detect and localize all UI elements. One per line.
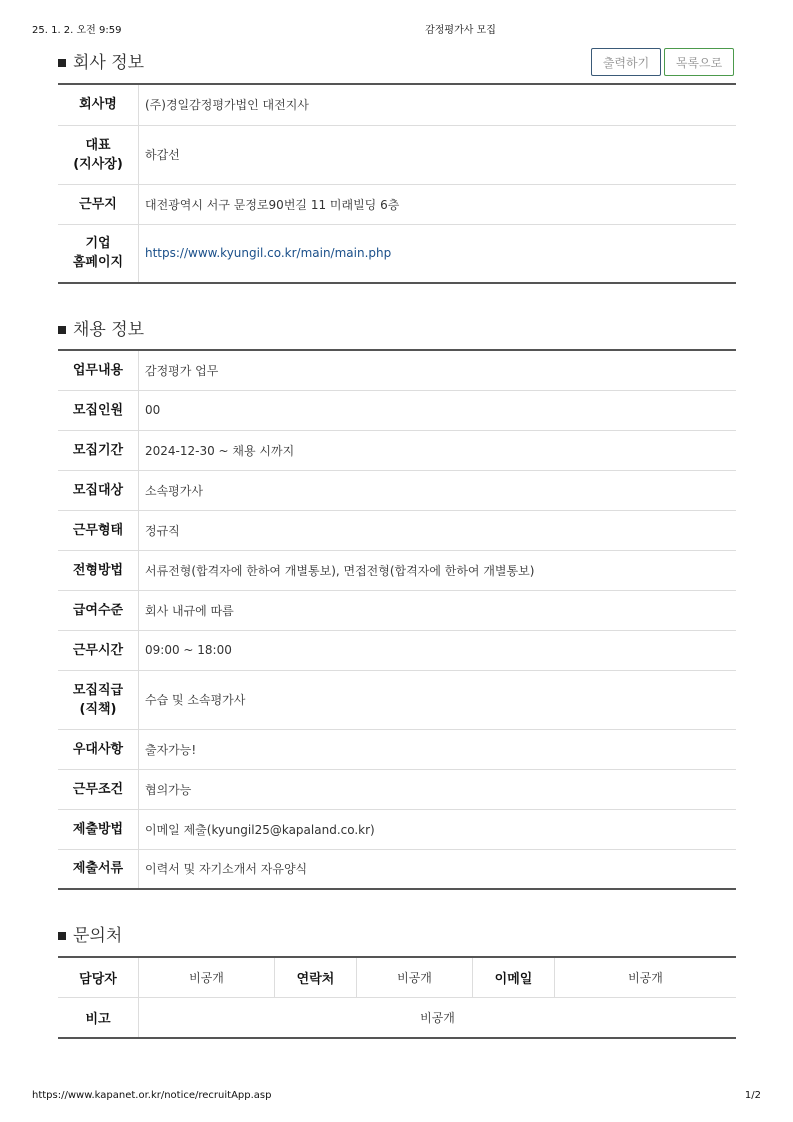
table-row bbox=[58, 998, 736, 1039]
documents-label: 제출서류 bbox=[58, 849, 139, 889]
homepage-link[interactable]: https://www.kyungil.co.kr/main/main.php bbox=[145, 246, 392, 261]
period-value: 2024-12-30 ~ 채용 시까지 bbox=[139, 430, 737, 470]
employment-type-label: 근무형태 bbox=[58, 510, 139, 550]
representative-value: 하갑선 bbox=[139, 125, 737, 184]
table-row bbox=[58, 957, 736, 998]
company-name-value: (주)경일감정평가법인 대전지사 bbox=[139, 84, 737, 125]
table-row bbox=[58, 84, 736, 125]
headcount-value: 00 bbox=[139, 390, 737, 430]
company-info-table bbox=[58, 83, 736, 284]
submission-method-value: 이메일 제출(kyungil25@kapaland.co.kr) bbox=[139, 809, 737, 849]
square-bullet-icon bbox=[58, 932, 66, 940]
print-button[interactable]: 출력하기 bbox=[591, 48, 661, 76]
contact-table bbox=[58, 956, 736, 1039]
table-row bbox=[58, 430, 736, 470]
salary-label: 급여수준 bbox=[58, 590, 139, 630]
table-row bbox=[58, 470, 736, 510]
representative-label: 대표 (지사장) bbox=[58, 125, 139, 184]
contact-section-title-text: 문의처 bbox=[73, 926, 123, 946]
contact-section-title bbox=[58, 921, 122, 946]
print-page-title: 감정평가사 모집 bbox=[425, 25, 496, 36]
square-bullet-icon bbox=[58, 59, 66, 67]
table-row bbox=[58, 125, 736, 184]
note-value: 비공개 bbox=[420, 1011, 455, 1025]
table-row bbox=[58, 729, 736, 769]
table-row bbox=[58, 849, 736, 889]
homepage-cell bbox=[139, 224, 737, 283]
manager-value: 비공개 bbox=[139, 957, 275, 998]
recruit-section-title-text: 채용 정보 bbox=[73, 320, 145, 340]
table-row bbox=[58, 550, 736, 590]
table-row bbox=[58, 390, 736, 430]
work-conditions-label: 근무조건 bbox=[58, 769, 139, 809]
table-row bbox=[58, 769, 736, 809]
company-section-title bbox=[58, 48, 144, 73]
table-row bbox=[58, 590, 736, 630]
print-datetime: 25. 1. 2. 오전 9:59 bbox=[32, 25, 122, 36]
target-label: 모집대상 bbox=[58, 470, 139, 510]
selection-method-label: 전형방법 bbox=[58, 550, 139, 590]
documents-value: 이력서 및 자기소개서 자유양식 bbox=[145, 862, 308, 877]
table-row bbox=[58, 350, 736, 390]
table-row bbox=[58, 510, 736, 550]
list-button[interactable]: 목록으로 bbox=[664, 48, 734, 76]
duty-label: 업무내용 bbox=[58, 350, 139, 390]
position-label: 모집직급 (직책) bbox=[58, 670, 139, 729]
duty-value: 감정평가 업무 bbox=[139, 350, 737, 390]
workplace-value: 대전광역시 서구 문정로90번길 11 미래빌딩 6층 bbox=[139, 184, 737, 224]
manager-label: 담당자 bbox=[58, 957, 139, 998]
action-buttons bbox=[591, 48, 734, 76]
recruit-section-title bbox=[58, 315, 144, 340]
target-value: 소속평가사 bbox=[139, 470, 737, 510]
work-hours-label: 근무시간 bbox=[58, 630, 139, 670]
period-label: 모집기간 bbox=[58, 430, 139, 470]
company-section-title-text: 회사 정보 bbox=[73, 53, 145, 73]
email-label: 이메일 bbox=[473, 957, 555, 998]
table-row bbox=[58, 184, 736, 224]
workplace-label: 근무지 bbox=[58, 184, 139, 224]
employment-type-value: 정규직 bbox=[139, 510, 737, 550]
table-row bbox=[58, 809, 736, 849]
selection-method-value: 서류전형(합격자에 한하여 개별통보), 면접전형(합격자에 한하여 개별통보) bbox=[139, 550, 737, 590]
note-label: 비고 bbox=[58, 998, 139, 1039]
table-row bbox=[58, 670, 736, 729]
print-footer-url: https://www.kapanet.or.kr/notice/recruitApp.asp bbox=[32, 1090, 272, 1101]
homepage-label: 기업 홈페이지 bbox=[58, 224, 139, 283]
work-conditions-value: 협의가능 bbox=[139, 769, 737, 809]
company-name-label: 회사명 bbox=[58, 84, 139, 125]
headcount-label: 모집인원 bbox=[58, 390, 139, 430]
email-value: 비공개 bbox=[555, 957, 737, 998]
square-bullet-icon bbox=[58, 326, 66, 334]
preference-label: 우대사항 bbox=[58, 729, 139, 769]
print-page-number: 1/2 bbox=[744, 1090, 761, 1101]
table-row bbox=[58, 630, 736, 670]
phone-value: 비공개 bbox=[357, 957, 473, 998]
preference-value: 출자가능! bbox=[139, 729, 737, 769]
position-value: 수습 및 소속평가사 bbox=[139, 670, 737, 729]
submission-method-label: 제출방법 bbox=[58, 809, 139, 849]
table-row bbox=[58, 224, 736, 283]
salary-value: 회사 내규에 따름 bbox=[139, 590, 737, 630]
recruit-info-table bbox=[58, 349, 736, 890]
work-hours-value: 09:00 ~ 18:00 bbox=[139, 630, 737, 670]
phone-label: 연락처 bbox=[275, 957, 357, 998]
